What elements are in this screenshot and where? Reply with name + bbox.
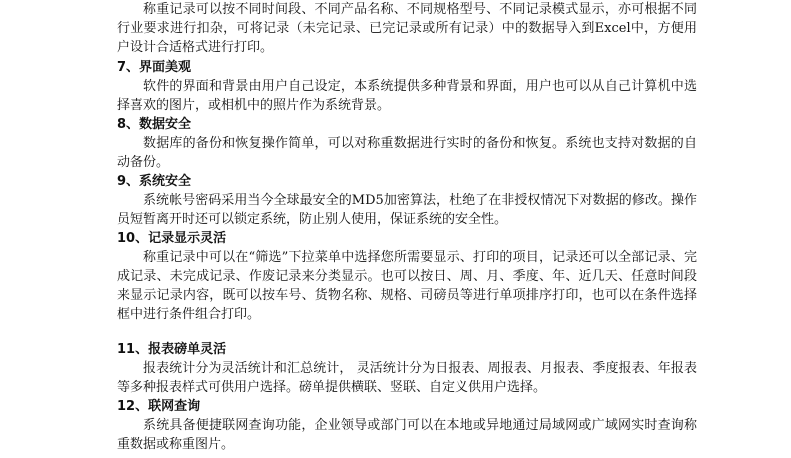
section-9-body: 系统帐号密码采用当今全球最安全的MD5加密算法，杜绝了在非授权情况下对数据的修改。操作员短暂离开时还可以锁定系统，防止别人使用，保证系统的安全性。: [117, 193, 697, 227]
section-10-heading: 10、记录显示灵活: [117, 231, 227, 246]
section-11-heading: 11、报表磅单灵活: [117, 342, 227, 357]
section-8-body: 数据库的备份和恢复操作简单，可以对称重数据进行实时的备份和恢复。系统也支持对数据的自动备份。: [117, 136, 697, 170]
section-12-body: 系统具备便捷联网查询功能，企业领导或部门可以在本地或异地通过局域网或广域网实时查询称重数据或称重图片。: [117, 418, 697, 452]
section-7-heading: 7、界面美观: [117, 60, 192, 75]
section-10-body: 称重记录中可以在“筛选”下拉菜单中选择您所需要显示、打印的项目，记录还可以全部记录、完成记录、未完成记录、作废记录来分类显示。也可以按日、周、月、季度、年、近几天、任意时间段来显示记录内容，既可以按车号、货物名称、规格、司磅员等进行单项排序打印，也可以在条件选择框中进行条件组合打印。: [117, 250, 697, 322]
intro-paragraph: 称重记录可以按不同时间段、不同产品名称、不同规格型号、不同记录模式显示，亦可根据不同行业要求进行扣杂，可将记录（未完记录、已完记录或所有记录）中的数据导入到Excel中，方便用户设计合适格式进行打印。: [117, 2, 697, 55]
section-7-body: 软件的界面和背景由用户自己设定，本系统提供多种背景和界面，用户也可以从自己计算机中选择喜欢的图片，或相机中的照片作为系统背景。: [117, 79, 697, 113]
section-9-heading: 9、系统安全: [117, 174, 192, 189]
section-12-heading: 12、联网查询: [117, 399, 201, 414]
section-11-body: 报表统计分为灵活统计和汇总统计， 灵活统计分为日报表、周报表、月报表、季度报表、年报表等多种报表样式可供用户选择。磅单提供横联、竖联、自定义供用户选择。: [117, 361, 697, 395]
section-8-heading: 8、数据安全: [117, 117, 192, 132]
